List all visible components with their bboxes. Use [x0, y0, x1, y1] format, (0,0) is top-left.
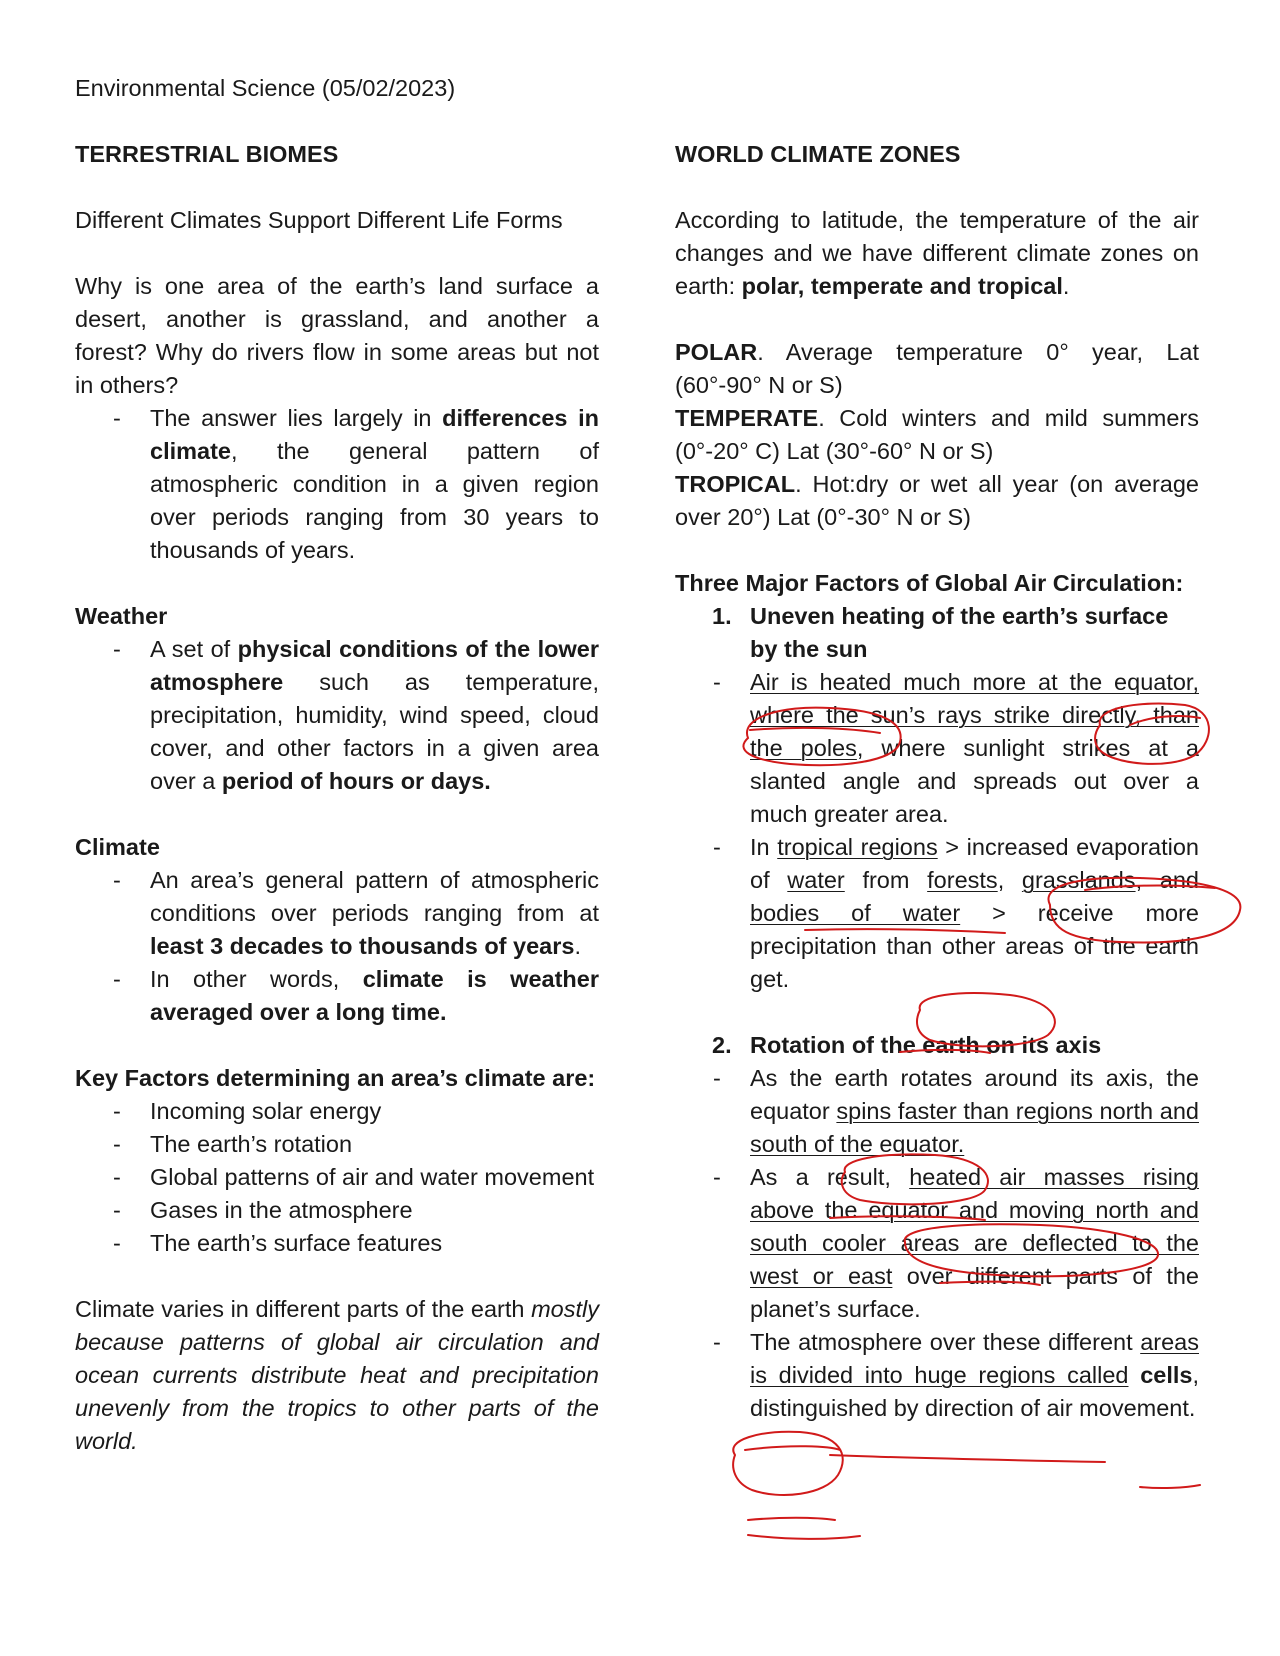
weather-heading: Weather: [75, 603, 168, 629]
key-factor-item: - Gases in the atmosphere: [113, 1197, 413, 1223]
pen-stroke-areas: [745, 1446, 840, 1450]
pen-underline-movement: [748, 1535, 860, 1539]
zone-polar: POLAR. Average temperature 0° year, Lat (60°-90° N or S): [675, 339, 1199, 398]
right-column: [675, 138, 1199, 1425]
climate-heading: Climate: [75, 834, 160, 860]
intro-answer-bullet: - The answer lies largely in differences in climate, the general pattern of atmospheric condition in a given region over periods ranging from 30 years to thousands of years.: [75, 402, 599, 567]
bullet-dash: -: [113, 405, 121, 431]
zones-heading: WORLD CLIMATE ZONES: [675, 141, 961, 167]
pen-underline-areas-divided: [830, 1455, 1105, 1462]
zone-temperate: TEMPERATE. Cold winters and mild summers (0°-20° C) Lat (30°-60° N or S): [675, 405, 1199, 464]
zones-intro: According to latitude, the temperature of the air changes and we have different climate zones on earth: polar, temperate and tropical.: [675, 207, 1199, 299]
key-factor-item: - Global patterns of air and water movement: [113, 1164, 595, 1190]
climate-bullet-2: - In other words, climate is weather averaged over a long time.: [113, 966, 599, 1025]
factor-1-title: 1. Uneven heating of the earth’s surface by the sun: [712, 603, 1169, 662]
factor-2-title: 2. Rotation of the earth on its axis: [712, 1032, 1102, 1058]
factor-1-bullet-1: - Air is heated much more at the equator, where the sun’s rays strike directly, than the poles, where sunlight strikes at a slanted angle and spreads out over a much greater area.: [713, 669, 1199, 827]
topic-heading: TERRESTRIAL BIOMES: [75, 141, 339, 167]
zone-tropical: TROPICAL. Hot:dry or wet all year (on average over 20°) Lat (0°-30° N or S): [675, 471, 1199, 530]
key-factor-item: - Incoming solar energy: [113, 1098, 382, 1124]
circulation-heading: Three Major Factors of Global Air Circulation:: [675, 570, 1184, 596]
factor-1-bullet-2: - In tropical regions > increased evaporation of water from forests, grasslands, and bodies of water > receive more precipitation than other areas of the earth get.: [713, 834, 1200, 992]
factor-2-bullet-3: - The atmosphere over these different areas is divided into huge regions called cells, distinguished by direction of air movement.: [713, 1329, 1199, 1421]
course-title: Environmental Science (05/02/2023): [75, 75, 456, 101]
key-factors-heading: Key Factors determining an area’s climate are:: [75, 1065, 596, 1091]
pen-underline-air: [1140, 1485, 1200, 1488]
pen-strike-movement: [748, 1518, 835, 1520]
key-factor-item: - The earth’s rotation: [113, 1131, 353, 1157]
factor-2-bullet-1: - As the earth rotates around its axis, the equator spins faster than regions north and south of the equator.: [713, 1065, 1199, 1157]
left-column: [75, 72, 599, 1458]
climate-bullet-1: - An area’s general pattern of atmospheric conditions over periods ranging from at least 3 decades to thousands of years.: [113, 867, 599, 959]
weather-bullet: - A set of physical conditions of the lower atmosphere such as temperature, precipitation, humidity, wind speed, cloud cover, and other factors in a given area over a period of hours or days.: [113, 636, 599, 794]
climate-varies-paragraph: Climate varies in different parts of the earth mostly because patterns of global air circulation and ocean currents distribute heat and precipitation unevenly from the tropics to other parts of the world.: [75, 1296, 599, 1454]
factor-2-bullet-2: - As a result, heated air masses rising above the equator and moving north and south cooler areas are deflected to the west or east over different parts of the planet’s surface.: [713, 1164, 1199, 1322]
intro-question: Why is one area of the earth’s land surface a desert, another is grassland, and another a forest? Why do rivers flow in some areas but not in others?: [75, 273, 599, 398]
key-factor-item: - The earth’s surface features: [113, 1230, 443, 1256]
pen-circle-cells: [733, 1432, 843, 1495]
subtitle: Different Climates Support Different Life Forms: [75, 207, 563, 233]
